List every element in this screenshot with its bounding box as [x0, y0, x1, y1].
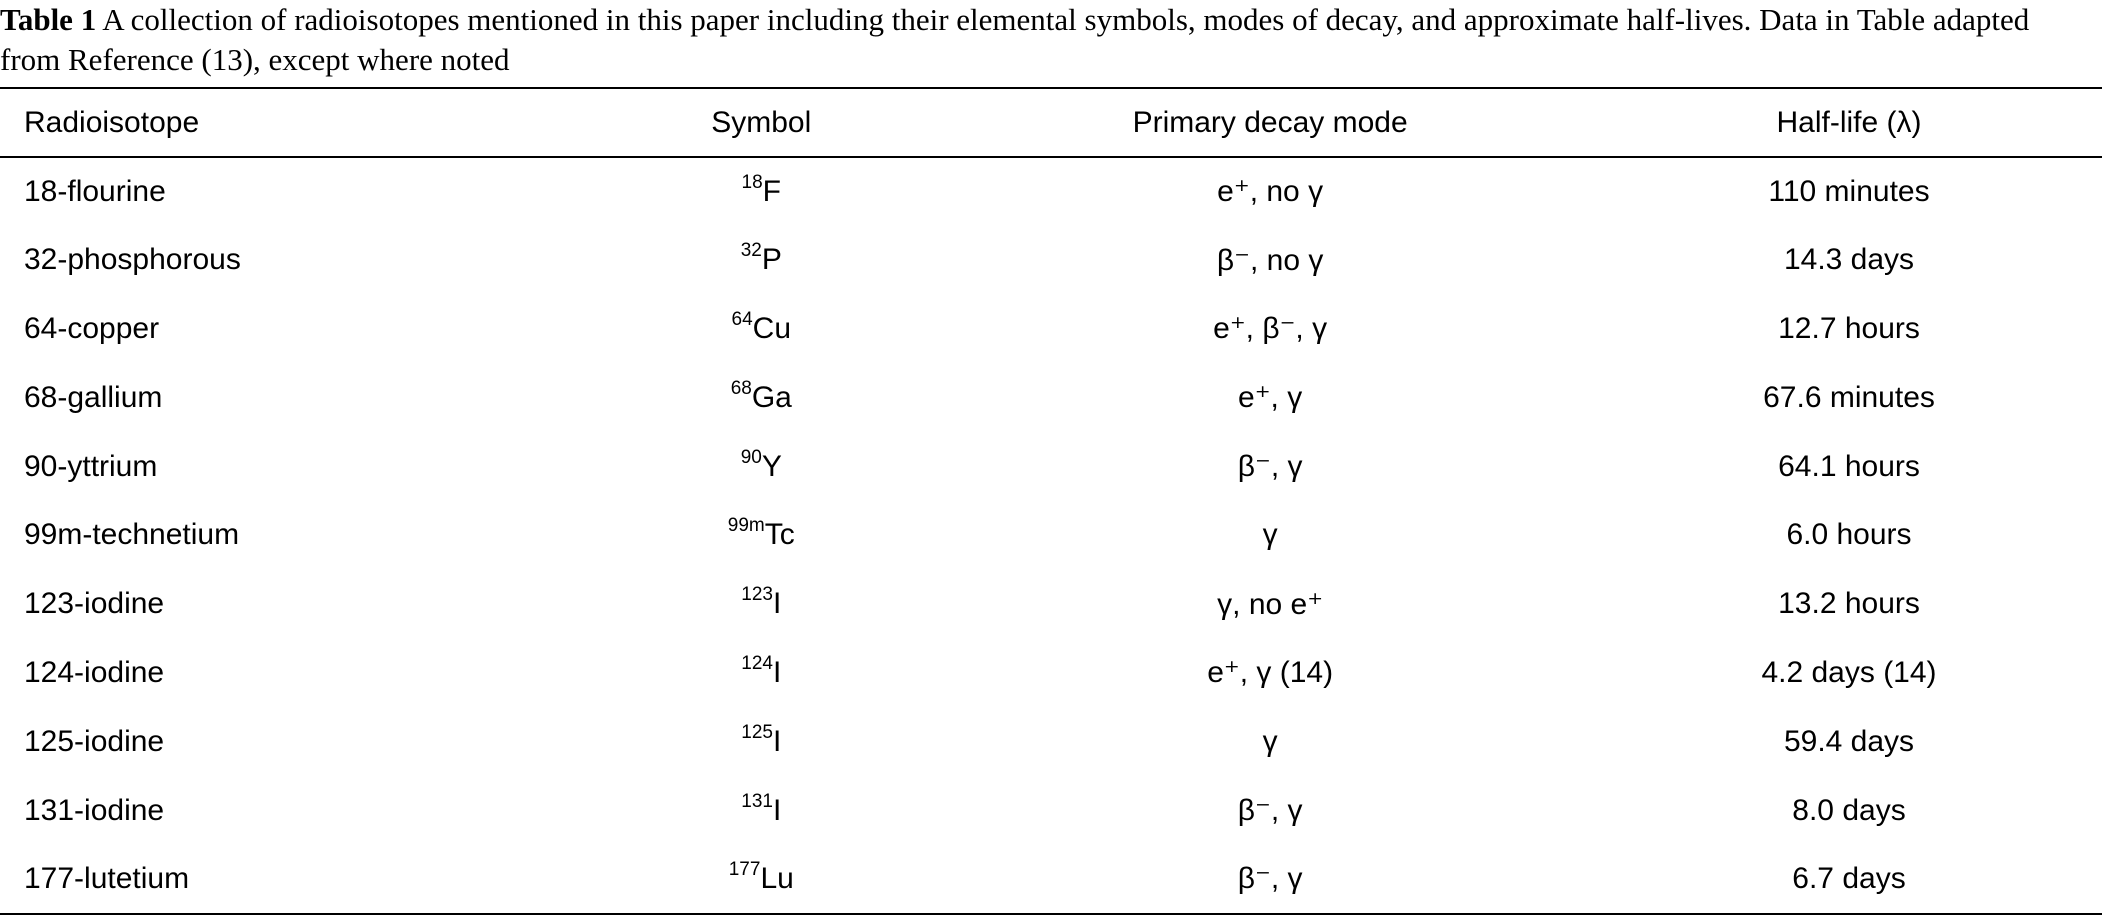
cell-radioisotope: 90-yttrium: [24, 449, 158, 483]
table-caption: [0, 0, 2085, 80]
cell-decay-mode: γ: [1262, 724, 1278, 758]
element-symbol: I: [772, 793, 782, 827]
cell-decay-mode: β⁻, no γ: [1216, 243, 1324, 277]
cell-half-life: 6.0 hours: [1786, 518, 1912, 552]
table-row: [0, 157, 2102, 226]
element-symbol: Y: [761, 449, 782, 483]
cell-radioisotope: 68-gallium: [24, 380, 163, 414]
mass-number: 18: [741, 171, 763, 193]
cell-decay-mode: e⁺, no γ: [1217, 175, 1324, 209]
header-radioisotope: Radioisotope: [24, 105, 200, 139]
cell-symbol: [578, 776, 944, 845]
table-row: [0, 363, 2102, 432]
cell-decay-mode: e⁺, β⁻, γ: [1213, 312, 1328, 346]
element-symbol: Lu: [760, 861, 794, 895]
cell-radioisotope: 131-iodine: [24, 793, 165, 827]
mass-number: 125: [741, 721, 773, 743]
element-symbol: I: [772, 587, 782, 621]
cell-radioisotope: 123-iodine: [24, 587, 165, 621]
cell-half-life: 4.2 days (14): [1761, 655, 1937, 689]
element-symbol: P: [761, 243, 782, 277]
mass-number: 131: [741, 790, 773, 812]
cell-decay-mode: γ, no e⁺: [1217, 587, 1324, 621]
cell-symbol: [578, 157, 944, 226]
table-row: [0, 776, 2102, 845]
element-symbol: Cu: [752, 311, 792, 345]
cell-symbol: [578, 845, 944, 914]
cell-half-life: 64.1 hours: [1778, 449, 1920, 483]
table-row: [0, 845, 2102, 914]
caption-text: A collection of radioisotopes mentioned in this paper including their elemental symbols, modes of decay, and approximate half-lives. Data in Table adapted from Reference (13), except where noted: [0, 2, 2030, 77]
header-decay-mode: Primary decay mode: [1132, 105, 1408, 139]
mass-number: 32: [740, 240, 762, 262]
cell-half-life: 12.7 hours: [1778, 311, 1920, 345]
cell-decay-mode: e⁺, γ (14): [1207, 656, 1334, 690]
cell-decay-mode: β⁻, γ: [1237, 862, 1303, 896]
table-row: [0, 501, 2102, 570]
mass-number: 68: [730, 377, 752, 399]
cell-radioisotope: 18-flourine: [24, 174, 166, 208]
cell-symbol: [578, 363, 944, 432]
cell-half-life: 6.7 days: [1792, 861, 1906, 895]
mass-number: 124: [741, 652, 773, 674]
header-half-life: Half-life (λ): [1776, 105, 1922, 139]
cell-symbol: [578, 501, 944, 570]
cell-half-life: 110 minutes: [1768, 174, 1930, 208]
element-symbol: Tc: [764, 518, 795, 552]
cell-radioisotope: 177-lutetium: [24, 861, 190, 895]
cell-radioisotope: 125-iodine: [24, 724, 165, 758]
cell-half-life: 59.4 days: [1783, 724, 1915, 758]
cell-symbol: [578, 295, 944, 364]
element-symbol: Ga: [751, 380, 792, 414]
mass-number: 64: [731, 308, 753, 330]
element-symbol: I: [772, 724, 782, 758]
caption-label: Table 1: [0, 2, 97, 37]
mass-number: 90: [740, 446, 762, 468]
table-row: [0, 570, 2102, 639]
mass-number: 177: [728, 858, 761, 880]
cell-radioisotope: 99m-technetium: [24, 518, 240, 552]
cell-decay-mode: e⁺, γ: [1238, 381, 1303, 415]
cell-symbol: [578, 707, 944, 776]
cell-half-life: 14.3 days: [1783, 243, 1915, 277]
cell-symbol: [578, 570, 944, 639]
cell-half-life: 8.0 days: [1792, 793, 1906, 827]
cell-radioisotope: 124-iodine: [24, 655, 165, 689]
cell-half-life: 67.6 minutes: [1763, 380, 1935, 414]
table-row: [0, 295, 2102, 364]
cell-symbol: [578, 226, 944, 295]
table-header: [0, 88, 2102, 157]
table-row: [0, 432, 2102, 501]
cell-radioisotope: 32-phosphorous: [24, 243, 241, 277]
table-body: [0, 157, 2102, 914]
radioisotope-table: [0, 87, 2102, 915]
cell-half-life: 13.2 hours: [1778, 587, 1920, 621]
cell-radioisotope: 64-copper: [24, 311, 160, 345]
cell-symbol: [578, 639, 944, 708]
mass-number: 123: [741, 584, 773, 606]
element-symbol: I: [772, 655, 782, 689]
mass-number: 99m: [727, 515, 765, 537]
cell-decay-mode: β⁻, γ: [1237, 794, 1303, 828]
cell-decay-mode: γ: [1262, 518, 1278, 552]
cell-decay-mode: β⁻, γ: [1237, 450, 1303, 484]
cell-symbol: [578, 432, 944, 501]
header-symbol: Symbol: [711, 105, 812, 139]
element-symbol: F: [762, 174, 781, 208]
table-row: [0, 639, 2102, 708]
table-row: [0, 226, 2102, 295]
table-row: [0, 707, 2102, 776]
header-row: [0, 88, 2102, 157]
